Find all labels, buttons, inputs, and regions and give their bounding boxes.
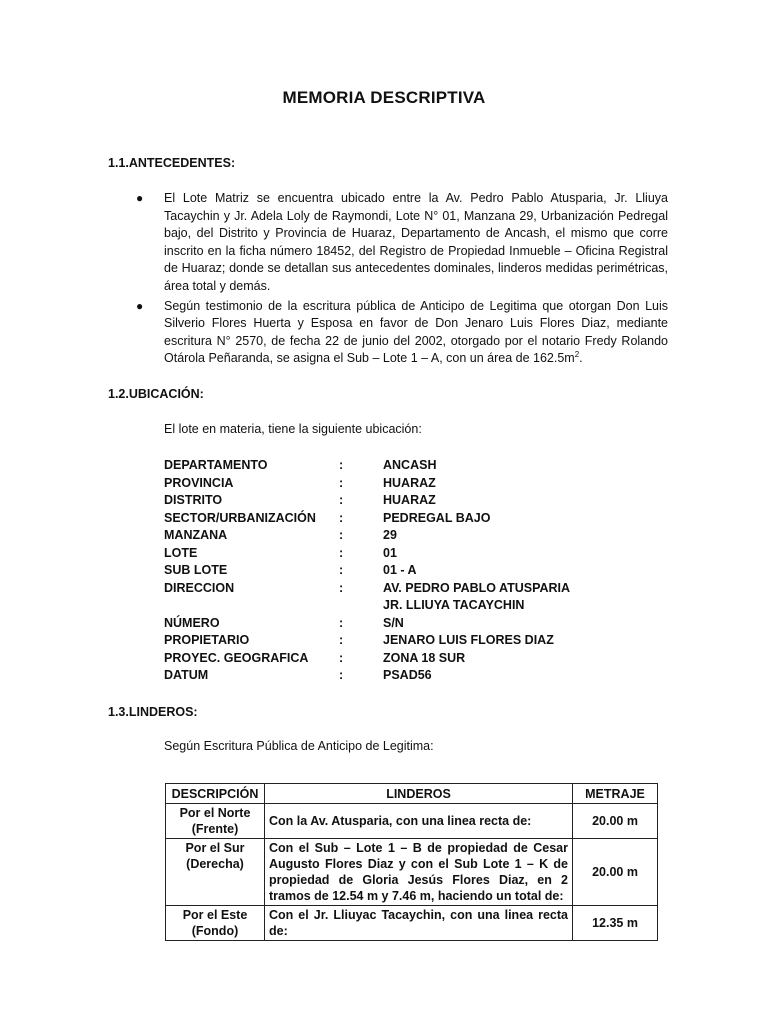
location-row [164, 457, 644, 475]
location-row [164, 597, 644, 615]
descripcion-line: Por el Este [182, 908, 248, 922]
location-row [164, 492, 644, 510]
descripcion-line: Por el Norte [179, 806, 251, 820]
cell-metraje: 12.35 m [573, 906, 658, 941]
location-label: PROVINCIA [164, 475, 234, 490]
location-separator: : [339, 650, 344, 665]
area-superscript: 2 [574, 350, 580, 360]
location-value: 29 [383, 528, 397, 542]
location-value: 01 [383, 545, 397, 560]
location-label: LOTE [164, 545, 198, 560]
header-linderos: LINDEROS [265, 784, 573, 804]
table-header-row [166, 784, 658, 804]
location-label: MANZANA [164, 528, 228, 542]
location-separator: : [339, 545, 344, 560]
antecedentes-bullet-list [108, 190, 668, 370]
location-value: JR. LLIUYA TACAYCHIN [383, 598, 525, 612]
location-label: NÚMERO [164, 615, 220, 630]
area-suffix: . [579, 351, 583, 366]
bullet-icon: ● [136, 298, 144, 313]
location-separator: : [339, 615, 344, 630]
cell-linderos: Con el Jr. Lliuyac Tacaychin, con una linea recta de: [265, 906, 573, 941]
location-value: JENARO LUIS FLORES DIAZ [383, 633, 554, 647]
location-separator: : [339, 633, 344, 647]
location-separator [339, 597, 383, 615]
table-row [166, 839, 658, 906]
list-item [108, 190, 668, 296]
location-separator: : [339, 580, 344, 595]
descripcion-line: (Frente) [191, 822, 239, 836]
document-title: MEMORIA DESCRIPTIVA [282, 88, 486, 107]
location-label: SECTOR/URBANIZACIÓN [164, 510, 316, 525]
bullet-icon: ● [136, 191, 144, 205]
header-metraje: METRAJE [573, 784, 658, 804]
bullet-text: El Lote Matriz se encuentra ubicado entre la Av. Pedro Pablo Atusparia, Jr. Lliuya Tacaychin y Jr. Adela Loly de Raymondi, Lote N° 01, Manzana 29, Urbanización Pedregal bajo, del Distrito y Provincia de Huaraz, Departamento de Ancash, el mismo que corre inscrito en la ficha número 18452, del Registro de Propiedad Inmueble – Oficina Registral de Huaraz; donde se detallan sus antecedentes dominales, linderos medidas perimétricas, área total y demás. [164, 191, 668, 293]
location-separator: : [339, 475, 344, 490]
location-row [164, 475, 644, 493]
descripcion-line: (Fondo) [191, 924, 239, 938]
location-row [164, 562, 644, 580]
location-separator: : [339, 493, 344, 507]
cell-descripcion [166, 906, 265, 941]
location-value: S/N [383, 615, 404, 630]
location-separator: : [339, 563, 344, 577]
location-label: DISTRITO [164, 493, 223, 507]
location-separator: : [339, 510, 344, 525]
location-separator: : [339, 458, 344, 472]
table-row [166, 804, 658, 839]
cell-metraje: 20.00 m [573, 804, 658, 839]
section-heading-antecedentes: 1.1.ANTECEDENTES: [108, 156, 236, 170]
location-value: HUARAZ [383, 475, 436, 490]
location-label: SUB LOTE [164, 563, 228, 577]
location-row [164, 615, 644, 633]
location-row [164, 580, 644, 598]
location-value: PSAD56 [383, 668, 432, 682]
bullet-text: Según testimonio de la escritura pública de Anticipo de Legitima que otorgan Don Luis Silverio Flores Huerta y Esposa en favor de Don Jenaro Luis Flores Diaz, mediante escritura N° 2570, de fecha 22 de junio del 2002, otorgado por el notario Fredy Rolando Otárola Peñaranda, se asigna el Sub – Lote 1 – A, con un área de 162.5m [164, 298, 668, 366]
location-value: ANCASH [383, 458, 437, 472]
location-label: DIRECCION [164, 580, 235, 595]
section-heading-ubicacion: 1.2.UBICACIÓN: [108, 387, 204, 401]
table-row [166, 906, 658, 941]
location-row [164, 632, 644, 650]
location-separator: : [339, 668, 344, 682]
location-value: ZONA 18 SUR [383, 650, 466, 665]
location-row [164, 667, 644, 685]
ubicacion-intro: El lote en materia, tiene la siguiente ubicación: [164, 422, 422, 436]
location-value: HUARAZ [383, 493, 436, 507]
descripcion-line: (Derecha) [186, 857, 244, 871]
location-row [164, 510, 644, 528]
location-table [164, 457, 644, 685]
location-label: DEPARTAMENTO [164, 458, 268, 472]
location-label: PROPIETARIO [164, 633, 250, 647]
list-item [108, 298, 668, 368]
location-value: AV. PEDRO PABLO ATUSPARIA [383, 580, 571, 595]
location-label: DATUM [164, 668, 209, 682]
cell-descripcion [166, 839, 265, 906]
header-descripcion: DESCRIPCIÓN [166, 784, 265, 804]
descripcion-line: Por el Sur [185, 841, 245, 855]
location-label [164, 597, 339, 615]
location-separator: : [339, 528, 344, 542]
linderos-intro: Según Escritura Pública de Anticipo de Legitima: [164, 739, 434, 753]
cell-linderos: Con el Sub – Lote 1 – B de propiedad de Cesar Augusto Flores Diaz y con el Sub Lote 1 – K de propiedad de Gloria Jesús Flores Diaz, en 2 tramos de 12.54 m y 7.46 m, haciendo un total de: [265, 839, 573, 906]
location-value: 01 - A [383, 563, 417, 577]
location-row [164, 527, 644, 545]
location-row [164, 650, 644, 668]
location-label: PROYEC. GEOGRAFICA [164, 650, 309, 665]
cell-descripcion [166, 804, 265, 839]
cell-metraje: 20.00 m [573, 839, 658, 906]
linderos-table [165, 783, 658, 941]
location-row [164, 545, 644, 563]
section-heading-linderos: 1.3.LINDEROS: [108, 705, 198, 719]
location-value: PEDREGAL BAJO [383, 510, 491, 525]
cell-linderos: Con la Av. Atusparia, con una linea recta de: [265, 804, 573, 839]
